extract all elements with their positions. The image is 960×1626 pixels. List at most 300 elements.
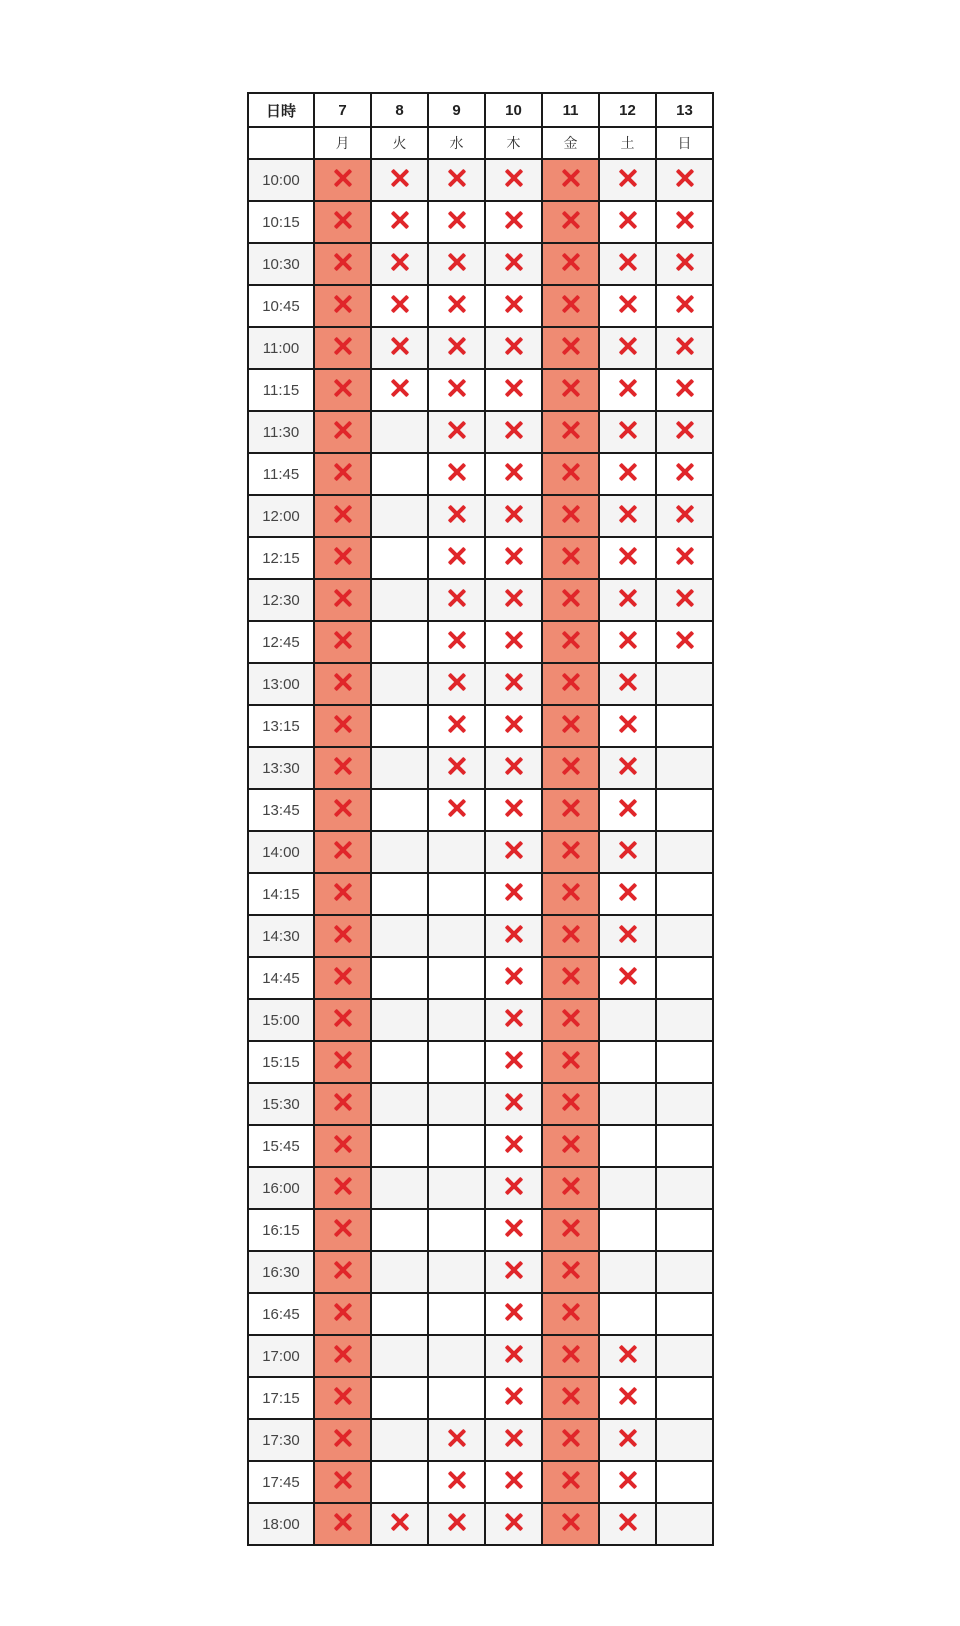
time-slot-label: 14:15 [248, 873, 314, 915]
available-slot-cell[interactable] [656, 1461, 713, 1503]
time-slot-row [248, 999, 713, 1041]
available-slot-cell[interactable] [599, 1293, 656, 1335]
unavailable-slot-cell [428, 621, 485, 663]
unavailable-slot-cell [314, 789, 371, 831]
unavailable-slot-cell [485, 1041, 542, 1083]
unavailable-slot-cell [542, 873, 599, 915]
x-mark-icon [619, 715, 637, 733]
unavailable-slot-cell [542, 1209, 599, 1251]
available-slot-cell[interactable] [599, 1251, 656, 1293]
available-slot-cell[interactable] [371, 663, 428, 705]
available-slot-cell[interactable] [371, 1209, 428, 1251]
available-slot-cell[interactable] [371, 453, 428, 495]
unavailable-slot-cell [485, 201, 542, 243]
unavailable-slot-cell [371, 327, 428, 369]
x-mark-icon [562, 1135, 580, 1153]
x-mark-icon [562, 547, 580, 565]
unavailable-slot-cell [599, 1335, 656, 1377]
available-slot-cell[interactable] [656, 1251, 713, 1293]
time-slot-label: 15:45 [248, 1125, 314, 1167]
available-slot-cell[interactable] [656, 999, 713, 1041]
date-header-cell: 7 [314, 93, 371, 127]
x-mark-icon [334, 1135, 352, 1153]
unavailable-slot-cell [314, 1083, 371, 1125]
weekday-header-cell: 土 [599, 127, 656, 159]
available-slot-cell[interactable] [656, 1377, 713, 1419]
available-slot-cell[interactable] [428, 957, 485, 999]
x-mark-icon [334, 589, 352, 607]
time-slot-label: 12:45 [248, 621, 314, 663]
unavailable-slot-cell [542, 705, 599, 747]
unavailable-slot-cell [599, 705, 656, 747]
unavailable-slot-cell [656, 159, 713, 201]
unavailable-slot-cell [542, 453, 599, 495]
unavailable-slot-cell [542, 537, 599, 579]
x-mark-icon [505, 589, 523, 607]
unavailable-slot-cell [314, 831, 371, 873]
time-slot-row [248, 621, 713, 663]
x-mark-icon [391, 295, 409, 313]
unavailable-slot-cell [485, 537, 542, 579]
available-slot-cell[interactable] [656, 1335, 713, 1377]
x-mark-icon [562, 925, 580, 943]
available-slot-cell[interactable] [428, 1377, 485, 1419]
available-slot-cell[interactable] [371, 1251, 428, 1293]
x-mark-icon [505, 883, 523, 901]
available-slot-cell[interactable] [428, 1293, 485, 1335]
available-slot-cell[interactable] [371, 1293, 428, 1335]
x-mark-icon [619, 883, 637, 901]
unavailable-slot-cell [485, 957, 542, 999]
x-mark-icon [505, 1387, 523, 1405]
available-slot-cell[interactable] [371, 747, 428, 789]
x-mark-icon [334, 1009, 352, 1027]
x-mark-icon [676, 589, 694, 607]
unavailable-slot-cell [485, 1419, 542, 1461]
date-header-cell: 9 [428, 93, 485, 127]
unavailable-slot-cell [485, 1083, 542, 1125]
x-mark-icon [505, 1177, 523, 1195]
unavailable-slot-cell [599, 579, 656, 621]
unavailable-slot-cell [599, 663, 656, 705]
x-mark-icon [562, 1177, 580, 1195]
time-slot-row [248, 831, 713, 873]
unavailable-slot-cell [542, 369, 599, 411]
unavailable-slot-cell [656, 579, 713, 621]
time-slot-label: 10:15 [248, 201, 314, 243]
available-slot-cell[interactable] [371, 1083, 428, 1125]
x-mark-icon [505, 673, 523, 691]
x-mark-icon [562, 1051, 580, 1069]
x-mark-icon [676, 337, 694, 355]
available-slot-cell[interactable] [599, 1167, 656, 1209]
unavailable-slot-cell [542, 957, 599, 999]
x-mark-icon [676, 211, 694, 229]
available-slot-cell[interactable] [428, 1251, 485, 1293]
unavailable-slot-cell [599, 621, 656, 663]
available-slot-cell[interactable] [428, 1335, 485, 1377]
available-slot-cell[interactable] [428, 1209, 485, 1251]
x-mark-icon [334, 925, 352, 943]
unavailable-slot-cell [371, 285, 428, 327]
available-slot-cell[interactable] [371, 1167, 428, 1209]
x-mark-icon [562, 379, 580, 397]
time-slot-row [248, 411, 713, 453]
x-mark-icon [334, 1303, 352, 1321]
x-mark-icon [676, 295, 694, 313]
available-slot-cell[interactable] [371, 1419, 428, 1461]
x-mark-icon [619, 589, 637, 607]
unavailable-slot-cell [485, 369, 542, 411]
available-slot-cell[interactable] [599, 1083, 656, 1125]
available-slot-cell[interactable] [599, 1125, 656, 1167]
time-slot-label: 17:00 [248, 1335, 314, 1377]
x-mark-icon [676, 253, 694, 271]
unavailable-slot-cell [599, 369, 656, 411]
available-slot-cell[interactable] [656, 1209, 713, 1251]
x-mark-icon [334, 505, 352, 523]
available-slot-cell[interactable] [428, 1167, 485, 1209]
available-slot-cell[interactable] [656, 663, 713, 705]
available-slot-cell[interactable] [371, 915, 428, 957]
time-slot-label: 17:30 [248, 1419, 314, 1461]
unavailable-slot-cell [428, 663, 485, 705]
x-mark-icon [562, 421, 580, 439]
x-mark-icon [562, 799, 580, 817]
x-mark-icon [334, 1513, 352, 1531]
unavailable-slot-cell [656, 537, 713, 579]
time-slot-row [248, 159, 713, 201]
time-slot-row [248, 789, 713, 831]
x-mark-icon [505, 1051, 523, 1069]
available-slot-cell[interactable] [371, 1041, 428, 1083]
x-mark-icon [619, 337, 637, 355]
x-mark-icon [505, 757, 523, 775]
unavailable-slot-cell [599, 957, 656, 999]
time-slot-row [248, 537, 713, 579]
x-mark-icon [334, 631, 352, 649]
available-slot-cell[interactable] [656, 831, 713, 873]
unavailable-slot-cell [599, 285, 656, 327]
available-slot-cell[interactable] [656, 1125, 713, 1167]
weekday-header-cell: 金 [542, 127, 599, 159]
unavailable-slot-cell [542, 1167, 599, 1209]
available-slot-cell[interactable] [371, 1335, 428, 1377]
time-slot-label: 14:45 [248, 957, 314, 999]
available-slot-cell[interactable] [656, 1503, 713, 1545]
unavailable-slot-cell [314, 957, 371, 999]
unavailable-slot-cell [314, 1461, 371, 1503]
unavailable-slot-cell [485, 579, 542, 621]
available-slot-cell[interactable] [656, 957, 713, 999]
unavailable-slot-cell [599, 327, 656, 369]
available-slot-cell[interactable] [371, 957, 428, 999]
time-slot-row [248, 1167, 713, 1209]
unavailable-slot-cell [314, 1251, 371, 1293]
unavailable-slot-cell [428, 327, 485, 369]
available-slot-cell[interactable] [656, 747, 713, 789]
time-slot-body [248, 159, 713, 1545]
available-slot-cell[interactable] [371, 873, 428, 915]
unavailable-slot-cell [314, 537, 371, 579]
unavailable-slot-cell [656, 285, 713, 327]
x-mark-icon [391, 253, 409, 271]
weekday-header-cell: 木 [485, 127, 542, 159]
unavailable-slot-cell [542, 1461, 599, 1503]
unavailable-slot-cell [371, 1503, 428, 1545]
time-slot-label: 16:15 [248, 1209, 314, 1251]
time-slot-row [248, 1083, 713, 1125]
x-mark-icon [676, 631, 694, 649]
unavailable-slot-cell [371, 159, 428, 201]
time-slot-row [248, 201, 713, 243]
available-slot-cell[interactable] [656, 789, 713, 831]
x-mark-icon [676, 421, 694, 439]
x-mark-icon [448, 295, 466, 313]
x-mark-icon [505, 253, 523, 271]
date-header-cell: 11 [542, 93, 599, 127]
x-mark-icon [334, 1345, 352, 1363]
available-slot-cell[interactable] [599, 999, 656, 1041]
x-mark-icon [334, 547, 352, 565]
available-slot-cell[interactable] [371, 411, 428, 453]
x-mark-icon [619, 379, 637, 397]
x-mark-icon [619, 547, 637, 565]
unavailable-slot-cell [485, 285, 542, 327]
x-mark-icon [505, 1135, 523, 1153]
available-slot-cell[interactable] [656, 1167, 713, 1209]
x-mark-icon [334, 211, 352, 229]
weekday-header-row [248, 127, 713, 159]
x-mark-icon [676, 379, 694, 397]
unavailable-slot-cell [542, 243, 599, 285]
x-mark-icon [505, 925, 523, 943]
unavailable-slot-cell [314, 1209, 371, 1251]
time-slot-label: 12:15 [248, 537, 314, 579]
x-mark-icon [448, 1471, 466, 1489]
unavailable-slot-cell [542, 1419, 599, 1461]
available-slot-cell[interactable] [371, 1461, 428, 1503]
x-mark-icon [505, 715, 523, 733]
x-mark-icon [448, 589, 466, 607]
date-header-cell: 12 [599, 93, 656, 127]
x-mark-icon [562, 463, 580, 481]
x-mark-icon [619, 421, 637, 439]
unavailable-slot-cell [485, 1251, 542, 1293]
x-mark-icon [448, 253, 466, 271]
unavailable-slot-cell [428, 453, 485, 495]
unavailable-slot-cell [485, 789, 542, 831]
available-slot-cell[interactable] [656, 1293, 713, 1335]
available-slot-cell[interactable] [599, 1209, 656, 1251]
x-mark-icon [619, 841, 637, 859]
x-mark-icon [562, 631, 580, 649]
x-mark-icon [334, 673, 352, 691]
time-slot-row [248, 747, 713, 789]
x-mark-icon [334, 1387, 352, 1405]
x-mark-icon [505, 211, 523, 229]
x-mark-icon [562, 1345, 580, 1363]
x-mark-icon [448, 505, 466, 523]
time-slot-row [248, 1125, 713, 1167]
available-slot-cell[interactable] [656, 1083, 713, 1125]
available-slot-cell[interactable] [599, 1041, 656, 1083]
unavailable-slot-cell [542, 1335, 599, 1377]
x-mark-icon [562, 673, 580, 691]
x-mark-icon [334, 715, 352, 733]
available-slot-cell[interactable] [371, 579, 428, 621]
unavailable-slot-cell [485, 159, 542, 201]
x-mark-icon [562, 1261, 580, 1279]
unavailable-slot-cell [599, 1461, 656, 1503]
time-slot-label: 16:00 [248, 1167, 314, 1209]
available-slot-cell[interactable] [428, 1041, 485, 1083]
x-mark-icon [505, 379, 523, 397]
time-slot-label: 14:30 [248, 915, 314, 957]
x-mark-icon [562, 1387, 580, 1405]
unavailable-slot-cell [599, 453, 656, 495]
available-slot-cell[interactable] [371, 999, 428, 1041]
unavailable-slot-cell [485, 1167, 542, 1209]
unavailable-slot-cell [542, 621, 599, 663]
x-mark-icon [391, 211, 409, 229]
unavailable-slot-cell [542, 999, 599, 1041]
x-mark-icon [505, 463, 523, 481]
unavailable-slot-cell [542, 201, 599, 243]
x-mark-icon [505, 1471, 523, 1489]
weekday-header-cell: 水 [428, 127, 485, 159]
time-slot-label: 17:15 [248, 1377, 314, 1419]
available-slot-cell[interactable] [656, 1041, 713, 1083]
unavailable-slot-cell [428, 495, 485, 537]
time-slot-row [248, 285, 713, 327]
time-slot-row [248, 1041, 713, 1083]
unavailable-slot-cell [314, 1167, 371, 1209]
available-slot-cell[interactable] [371, 495, 428, 537]
unavailable-slot-cell [599, 915, 656, 957]
x-mark-icon [562, 1303, 580, 1321]
time-slot-row [248, 957, 713, 999]
available-slot-cell[interactable] [656, 915, 713, 957]
x-mark-icon [562, 253, 580, 271]
x-mark-icon [448, 799, 466, 817]
x-mark-icon [448, 631, 466, 649]
time-slot-label: 13:15 [248, 705, 314, 747]
time-slot-row [248, 1461, 713, 1503]
x-mark-icon [619, 463, 637, 481]
available-slot-cell[interactable] [371, 621, 428, 663]
x-mark-icon [619, 967, 637, 985]
unavailable-slot-cell [314, 369, 371, 411]
x-mark-icon [334, 295, 352, 313]
available-slot-cell[interactable] [656, 1419, 713, 1461]
time-slot-label: 13:30 [248, 747, 314, 789]
available-slot-cell[interactable] [371, 537, 428, 579]
available-slot-cell[interactable] [371, 1125, 428, 1167]
available-slot-cell[interactable] [371, 1377, 428, 1419]
x-mark-icon [334, 1429, 352, 1447]
x-mark-icon [334, 967, 352, 985]
unavailable-slot-cell [428, 579, 485, 621]
unavailable-slot-cell [485, 915, 542, 957]
x-mark-icon [505, 1009, 523, 1027]
available-slot-cell[interactable] [428, 1125, 485, 1167]
available-slot-cell[interactable] [371, 705, 428, 747]
available-slot-cell[interactable] [428, 915, 485, 957]
unavailable-slot-cell [542, 1041, 599, 1083]
time-slot-label: 11:15 [248, 369, 314, 411]
x-mark-icon [562, 169, 580, 187]
date-header-cell: 8 [371, 93, 428, 127]
unavailable-slot-cell [542, 1251, 599, 1293]
unavailable-slot-cell [485, 1335, 542, 1377]
unavailable-slot-cell [485, 453, 542, 495]
unavailable-slot-cell [428, 789, 485, 831]
unavailable-slot-cell [542, 495, 599, 537]
unavailable-slot-cell [656, 453, 713, 495]
corner-blank-cell [248, 127, 314, 159]
time-slot-row [248, 327, 713, 369]
unavailable-slot-cell [542, 1293, 599, 1335]
unavailable-slot-cell [485, 705, 542, 747]
x-mark-icon [562, 1513, 580, 1531]
time-slot-label: 16:45 [248, 1293, 314, 1335]
available-slot-cell[interactable] [371, 789, 428, 831]
x-mark-icon [619, 211, 637, 229]
unavailable-slot-cell [542, 1125, 599, 1167]
unavailable-slot-cell [542, 327, 599, 369]
time-slot-label: 11:30 [248, 411, 314, 453]
time-slot-row [248, 915, 713, 957]
unavailable-slot-cell [485, 831, 542, 873]
time-slot-row [248, 495, 713, 537]
x-mark-icon [334, 421, 352, 439]
unavailable-slot-cell [428, 1503, 485, 1545]
available-slot-cell[interactable] [371, 831, 428, 873]
x-mark-icon [448, 169, 466, 187]
x-mark-icon [505, 1303, 523, 1321]
x-mark-icon [448, 757, 466, 775]
weekday-header-cell: 日 [656, 127, 713, 159]
available-slot-cell[interactable] [656, 705, 713, 747]
x-mark-icon [448, 463, 466, 481]
unavailable-slot-cell [314, 1419, 371, 1461]
available-slot-cell[interactable] [428, 873, 485, 915]
available-slot-cell[interactable] [428, 999, 485, 1041]
x-mark-icon [562, 757, 580, 775]
x-mark-icon [334, 841, 352, 859]
time-slot-label: 10:45 [248, 285, 314, 327]
unavailable-slot-cell [314, 873, 371, 915]
x-mark-icon [334, 1177, 352, 1195]
unavailable-slot-cell [656, 621, 713, 663]
x-mark-icon [334, 169, 352, 187]
unavailable-slot-cell [542, 1377, 599, 1419]
unavailable-slot-cell [542, 831, 599, 873]
unavailable-slot-cell [485, 243, 542, 285]
unavailable-slot-cell [428, 1461, 485, 1503]
available-slot-cell[interactable] [428, 831, 485, 873]
x-mark-icon [448, 1513, 466, 1531]
unavailable-slot-cell [314, 285, 371, 327]
x-mark-icon [448, 211, 466, 229]
x-mark-icon [334, 1471, 352, 1489]
available-slot-cell[interactable] [428, 1083, 485, 1125]
unavailable-slot-cell [485, 873, 542, 915]
unavailable-slot-cell [314, 453, 371, 495]
unavailable-slot-cell [314, 999, 371, 1041]
available-slot-cell[interactable] [656, 873, 713, 915]
